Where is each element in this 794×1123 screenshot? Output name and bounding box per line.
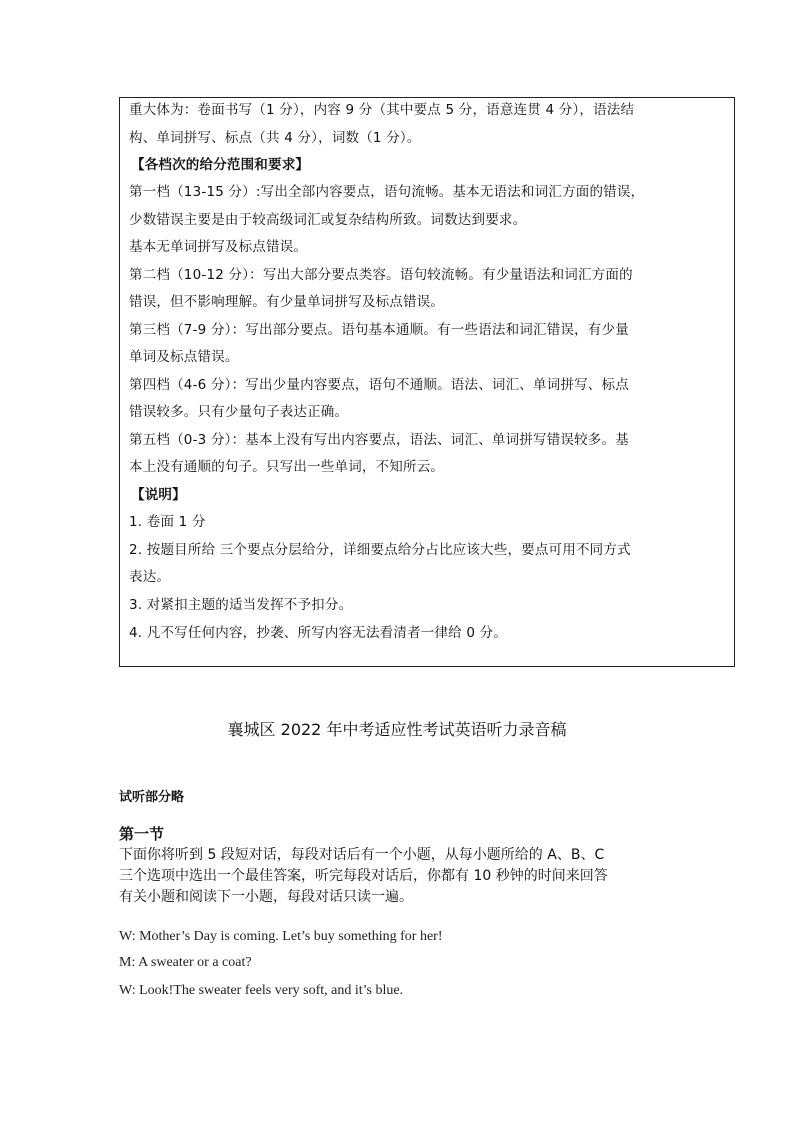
note-item: 1. 卷面 1 分 xyxy=(129,514,206,530)
criteria-line: 错误，但不影响理解。有少量单词拼写及标点错误。 xyxy=(129,294,445,310)
transcript-title: 襄城区 2022 年中考适应性考试英语听力录音稿 xyxy=(227,720,567,739)
criteria-line: 构、单词拼写、标点（共 4 分），词数（1 分）。 xyxy=(129,130,421,146)
note-item: 3. 对紧扣主题的适当发挥不予扣分。 xyxy=(129,597,353,613)
criteria-line: 第一档（13-15 分）:写出全部内容要点，语句流畅。基本无语法和词汇方面的错误， xyxy=(129,184,645,200)
criteria-line: 第四档（4-6 分）：写出少量内容要点，语句不通顺。语法、词汇、单词拼写、标点 xyxy=(129,377,629,393)
criteria-line: 重大体为：卷面书写（1 分），内容 9 分（其中要点 5 分，语意连贯 4 分），语法结 xyxy=(129,102,635,118)
note-item: 2. 按题目所给 三个要点分层给分，详细要点给分占比应该大些，要点可用不同方式 xyxy=(129,542,631,558)
criteria-line: 第五档（0-3 分）：基本上没有写出内容要点，语法、词汇、单词拼写错误较多。基 xyxy=(129,432,629,448)
section-heading: 试听部分略 xyxy=(119,790,185,805)
instruction-line: 有关小题和阅读下一小题，每段对话只读一遍。 xyxy=(119,889,413,905)
criteria-line: 单词及标点错误。 xyxy=(129,349,239,365)
note-item: 4. 凡不写任何内容，抄袭、所写内容无法看清者一律给 0 分。 xyxy=(129,625,508,641)
instruction-line: 下面你将听到 5 段短对话，每段对话后有一个小题，从每小题所给的 A、B、C xyxy=(119,847,605,863)
part-heading: 第一节 xyxy=(119,825,165,843)
dialogue-line: W: Mother’s Day is coming. Let’s buy something for her! xyxy=(119,929,443,944)
dialogue-line: M: A sweater or a coat? xyxy=(119,955,252,970)
note-item: 表达。 xyxy=(129,569,171,585)
dialogue-line: W: Look!The sweater feels very soft, and it’s blue. xyxy=(119,983,404,998)
criteria-line: 第二档（10-12 分）：写出大部分要点类容。语句较流畅。有少量语法和词汇方面的 xyxy=(129,267,633,283)
criteria-line: 少数错误主要是由于较高级词汇或复杂结构所致。词数达到要求。 xyxy=(129,212,527,228)
notes-heading: 【说明】 xyxy=(131,487,186,503)
criteria-line: 基本无单词拼写及标点错误。 xyxy=(129,239,308,255)
grading-criteria-box xyxy=(119,97,735,667)
criteria-line: 本上没有通顺的句子。只写出一些单词，不知所云。 xyxy=(129,459,445,475)
criteria-line: 错误较多。只有少量句子表达正确。 xyxy=(129,404,349,420)
criteria-line: 第三档（7-9 分）：写出部分要点。语句基本通顺。有一些语法和词汇错误，有少量 xyxy=(129,322,629,338)
criteria-heading: 【各档次的给分范围和要求】 xyxy=(131,157,310,173)
instruction-line: 三个选项中选出一个最佳答案，听完每段对话后，你都有 10 秒钟的时间来回答 xyxy=(119,868,608,884)
